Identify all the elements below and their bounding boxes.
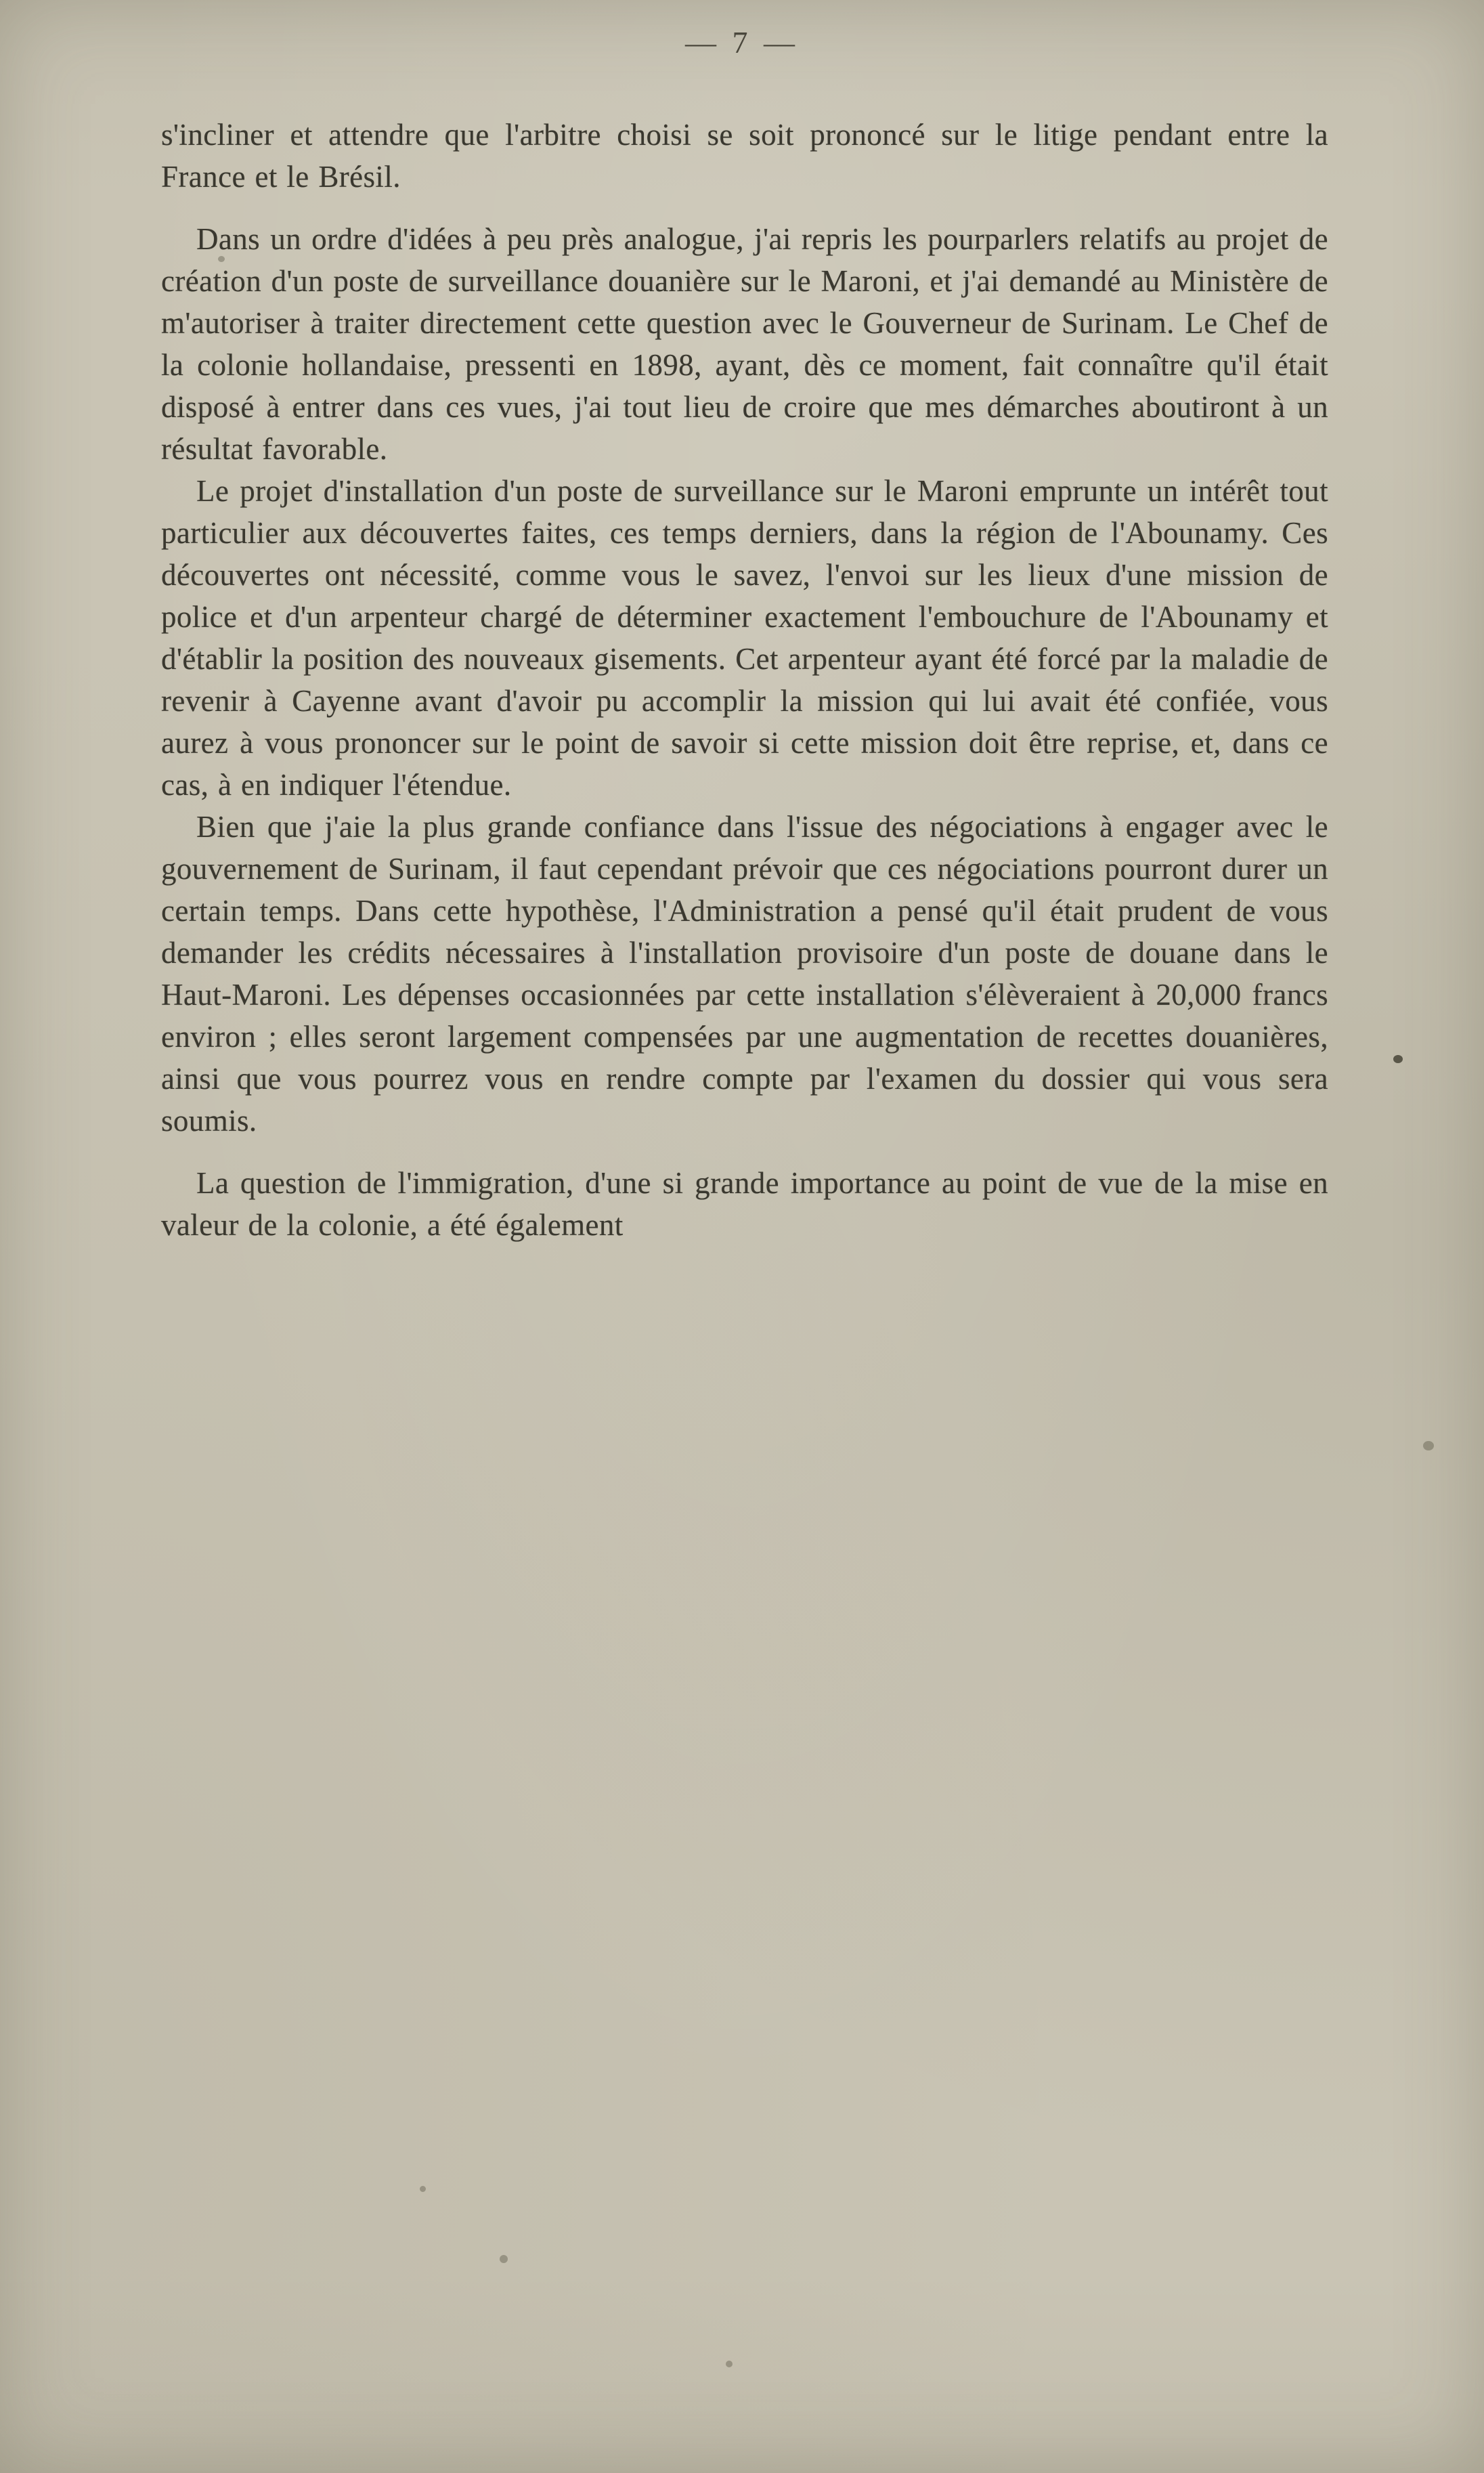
- scan-speck: [218, 256, 225, 262]
- scan-speck: [1393, 1055, 1403, 1063]
- paragraph: Dans un ordre d'idées à peu près analogue, j'ai repris les pourparlers relatifs au projet de création d'un poste de surveillance douanière sur le Maroni, et j'ai demandé au Ministère de m'autoriser à traiter directement cette question avec le Gouverneur de Surinam. Le Chef de la colonie hollandaise, pressenti en 1898, ayant, dès ce moment, fait connaître qu'il était disposé à entrer dans ces vues, j'ai tout lieu de croire que mes démarches aboutiront à un résultat favorable.: [161, 222, 1328, 466]
- scan-speck: [420, 2186, 426, 2192]
- scan-speck: [726, 2361, 733, 2367]
- paragraph: Bien que j'aie la plus grande confiance dans l'issue des négociations à engager avec le gouvernement de Surinam, il faut cependant prévoir que ces négociations pourront durer un certain temps. Dans cette hypothèse, l'Administration a pensé qu'il était prudent de vous demander les crédits nécessaires à l'installation provisoire d'un poste de douane dans le Haut-Maroni. Les dépenses occasionnées par cette installation s'élèveraient à 20,000 francs environ ; elles seront largement compensées par une augmentation de recettes douanières, ainsi que vous pourrez vous en rendre compte par l'examen du dossier qui vous sera soumis.: [161, 810, 1328, 1138]
- scan-speck: [1423, 1441, 1434, 1450]
- scan-speck: [500, 2255, 508, 2263]
- page-text-block: [161, 114, 1328, 1246]
- paragraph: s'incliner et attendre que l'arbitre choisi se soit prononcé sur le litige pendant entre la France et le Brésil.: [161, 118, 1328, 194]
- paragraph: La question de l'immigration, d'une si grande importance au point de vue de la mise en valeur de la colonie, a été également: [161, 1166, 1328, 1242]
- page-number: — 7 —: [685, 25, 799, 60]
- paragraph: Le projet d'installation d'un poste de surveillance sur le Maroni emprunte un intérêt tout particulier aux découvertes faites, ces temps derniers, dans la région de l'Abounamy. Ces découvertes ont nécessité, comme vous le savez, l'envoi sur les lieux d'une mission de police et d'un arpenteur chargé de déterminer exactement l'embouchure de l'Abounamy et d'établir la position des nouveaux gisements. Cet arpenteur ayant été forcé par la maladie de revenir à Cayenne avant d'avoir pu accomplir la mission qui lui avait été confiée, vous aurez à vous prononcer sur le point de savoir si cette mission doit être reprise, et, dans ce cas, à en indiquer l'étendue.: [161, 474, 1328, 802]
